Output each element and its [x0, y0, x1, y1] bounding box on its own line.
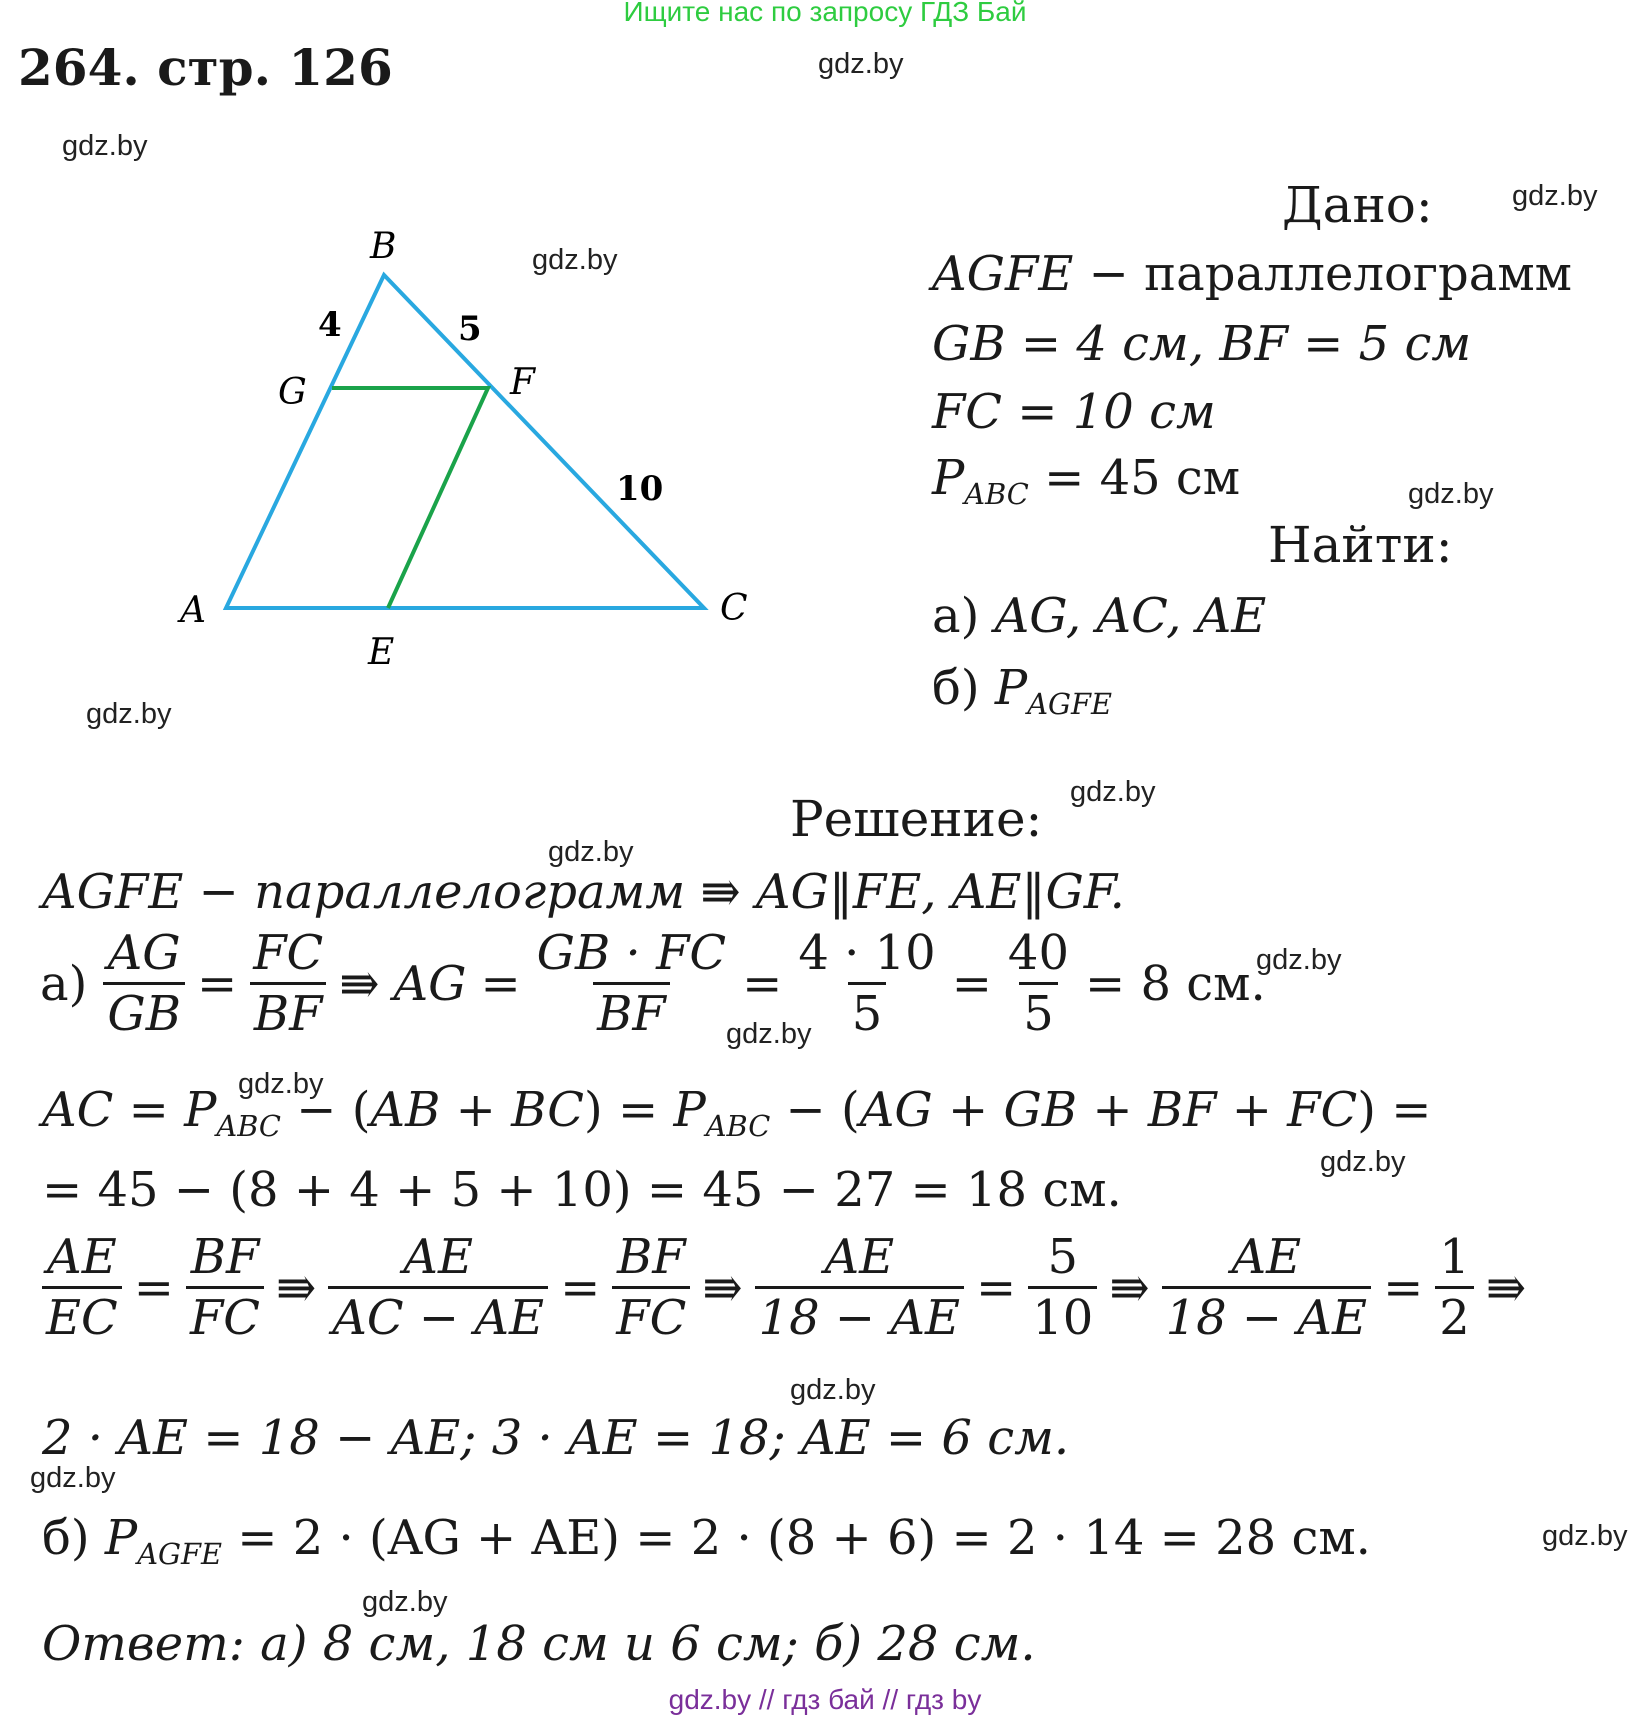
watermark: gdz.by: [1512, 180, 1598, 212]
watermark: gdz.by: [1542, 1520, 1628, 1552]
watermark: gdz.by: [86, 698, 172, 730]
find-title: Найти:: [1268, 516, 1453, 574]
solution-ac-line-1: AC = $P_{ABC} - (AB + BC) = P_{ABC} - (AG$ + GB + BF + FC) =: [42, 1082, 1432, 1144]
footer-links: gdz.by // гдз бай // гдз by: [668, 1684, 982, 1715]
side-label-fc: 10: [616, 469, 664, 509]
watermark: gdz.by: [1070, 776, 1156, 808]
vertex-label-b: B: [370, 226, 397, 267]
side-label-gb: 4: [318, 305, 342, 345]
vertex-label-a: A: [180, 590, 206, 631]
watermark: gdz.by: [726, 1018, 812, 1050]
watermark: gdz.by: [1320, 1146, 1406, 1178]
watermark: gdz.by: [362, 1586, 448, 1618]
watermark: gdz.by: [532, 244, 618, 276]
answer-line: Ответ: а) 8 см, 18 см и 6 см; б) 28 см.: [42, 1616, 1036, 1672]
top-banner: Ищите нас по запросу ГДЗ Бай: [623, 0, 1027, 27]
solution-line-1: AGFE − параллелограмм ⇛ AG‖FE, AE‖GF.: [42, 864, 1125, 920]
vertex-label-c: C: [720, 588, 748, 629]
solution-step-ae: $\frac{AE}{EC}$ = $\frac{BF}{FC}$ ⇛ $\frac{AE}{AC - AE}$ = $\frac{BF}{FC}$ ⇛ $\frac{AE}{18 - AE}$ = $\frac{5}{10}$ ⇛ $\frac{AE}{18 - AE}$ = $\frac{1}{2}$ ⇛: [36, 1232, 1526, 1344]
solution-ac-line-2: = 45 − (8 + 4 + 5 + 10) = 45 − 27 = 18 см.: [42, 1162, 1122, 1218]
solution-ae-line: 2 · AE = 18 − AE; 3 · AE = 18; AE = 6 см.: [42, 1410, 1070, 1466]
watermark: gdz.by: [548, 836, 634, 868]
side-label-bf: 5: [458, 309, 482, 349]
given-title: Дано:: [1282, 176, 1433, 234]
vertex-label-e: E: [368, 632, 395, 673]
watermark: gdz.by: [818, 48, 904, 80]
given-line-3: FC = 10 см: [932, 384, 1216, 440]
solution-title: Решение:: [790, 790, 1043, 848]
vertex-label-f: F: [510, 362, 535, 403]
watermark: gdz.by: [238, 1068, 324, 1100]
given-line-2: GB = 4 см, BF = 5 см: [932, 316, 1472, 372]
page-title: 264. стр. 126: [18, 38, 393, 97]
find-b: б) $P_{AGFE}$: [932, 660, 1112, 722]
watermark: gdz.by: [790, 1374, 876, 1406]
parallelogram-agfe: [332, 388, 488, 608]
watermark: gdz.by: [62, 130, 148, 162]
find-a: а) AG, AC, AE: [932, 588, 1267, 644]
solution-part-b: б) $P_{AGFE} = 2 \cdot (AG + AE) = 2 \cdot (8 + 6) = 2 \cdot 14 = 28$ см.: [42, 1510, 1371, 1572]
watermark: gdz.by: [30, 1462, 116, 1494]
given-line-1: AGFE − параллелограмм: [932, 246, 1572, 302]
watermark: gdz.by: [1408, 478, 1494, 510]
vertex-label-g: G: [278, 372, 307, 413]
given-line-4: $P_{ABC} = 45$ см: [932, 450, 1241, 512]
watermark: gdz.by: [1256, 944, 1342, 976]
triangle-figure: [150, 220, 790, 680]
solution-step-ag: а) $\frac{AG}{GB}$ = $\frac{FC}{BF}$ ⇛ AG = $\frac{GB \cdot FC}{BF}$ = $\frac{4 \cdot 10}{5}$ = $\frac{40}{5}$ = 8 см.: [40, 925, 1266, 1043]
